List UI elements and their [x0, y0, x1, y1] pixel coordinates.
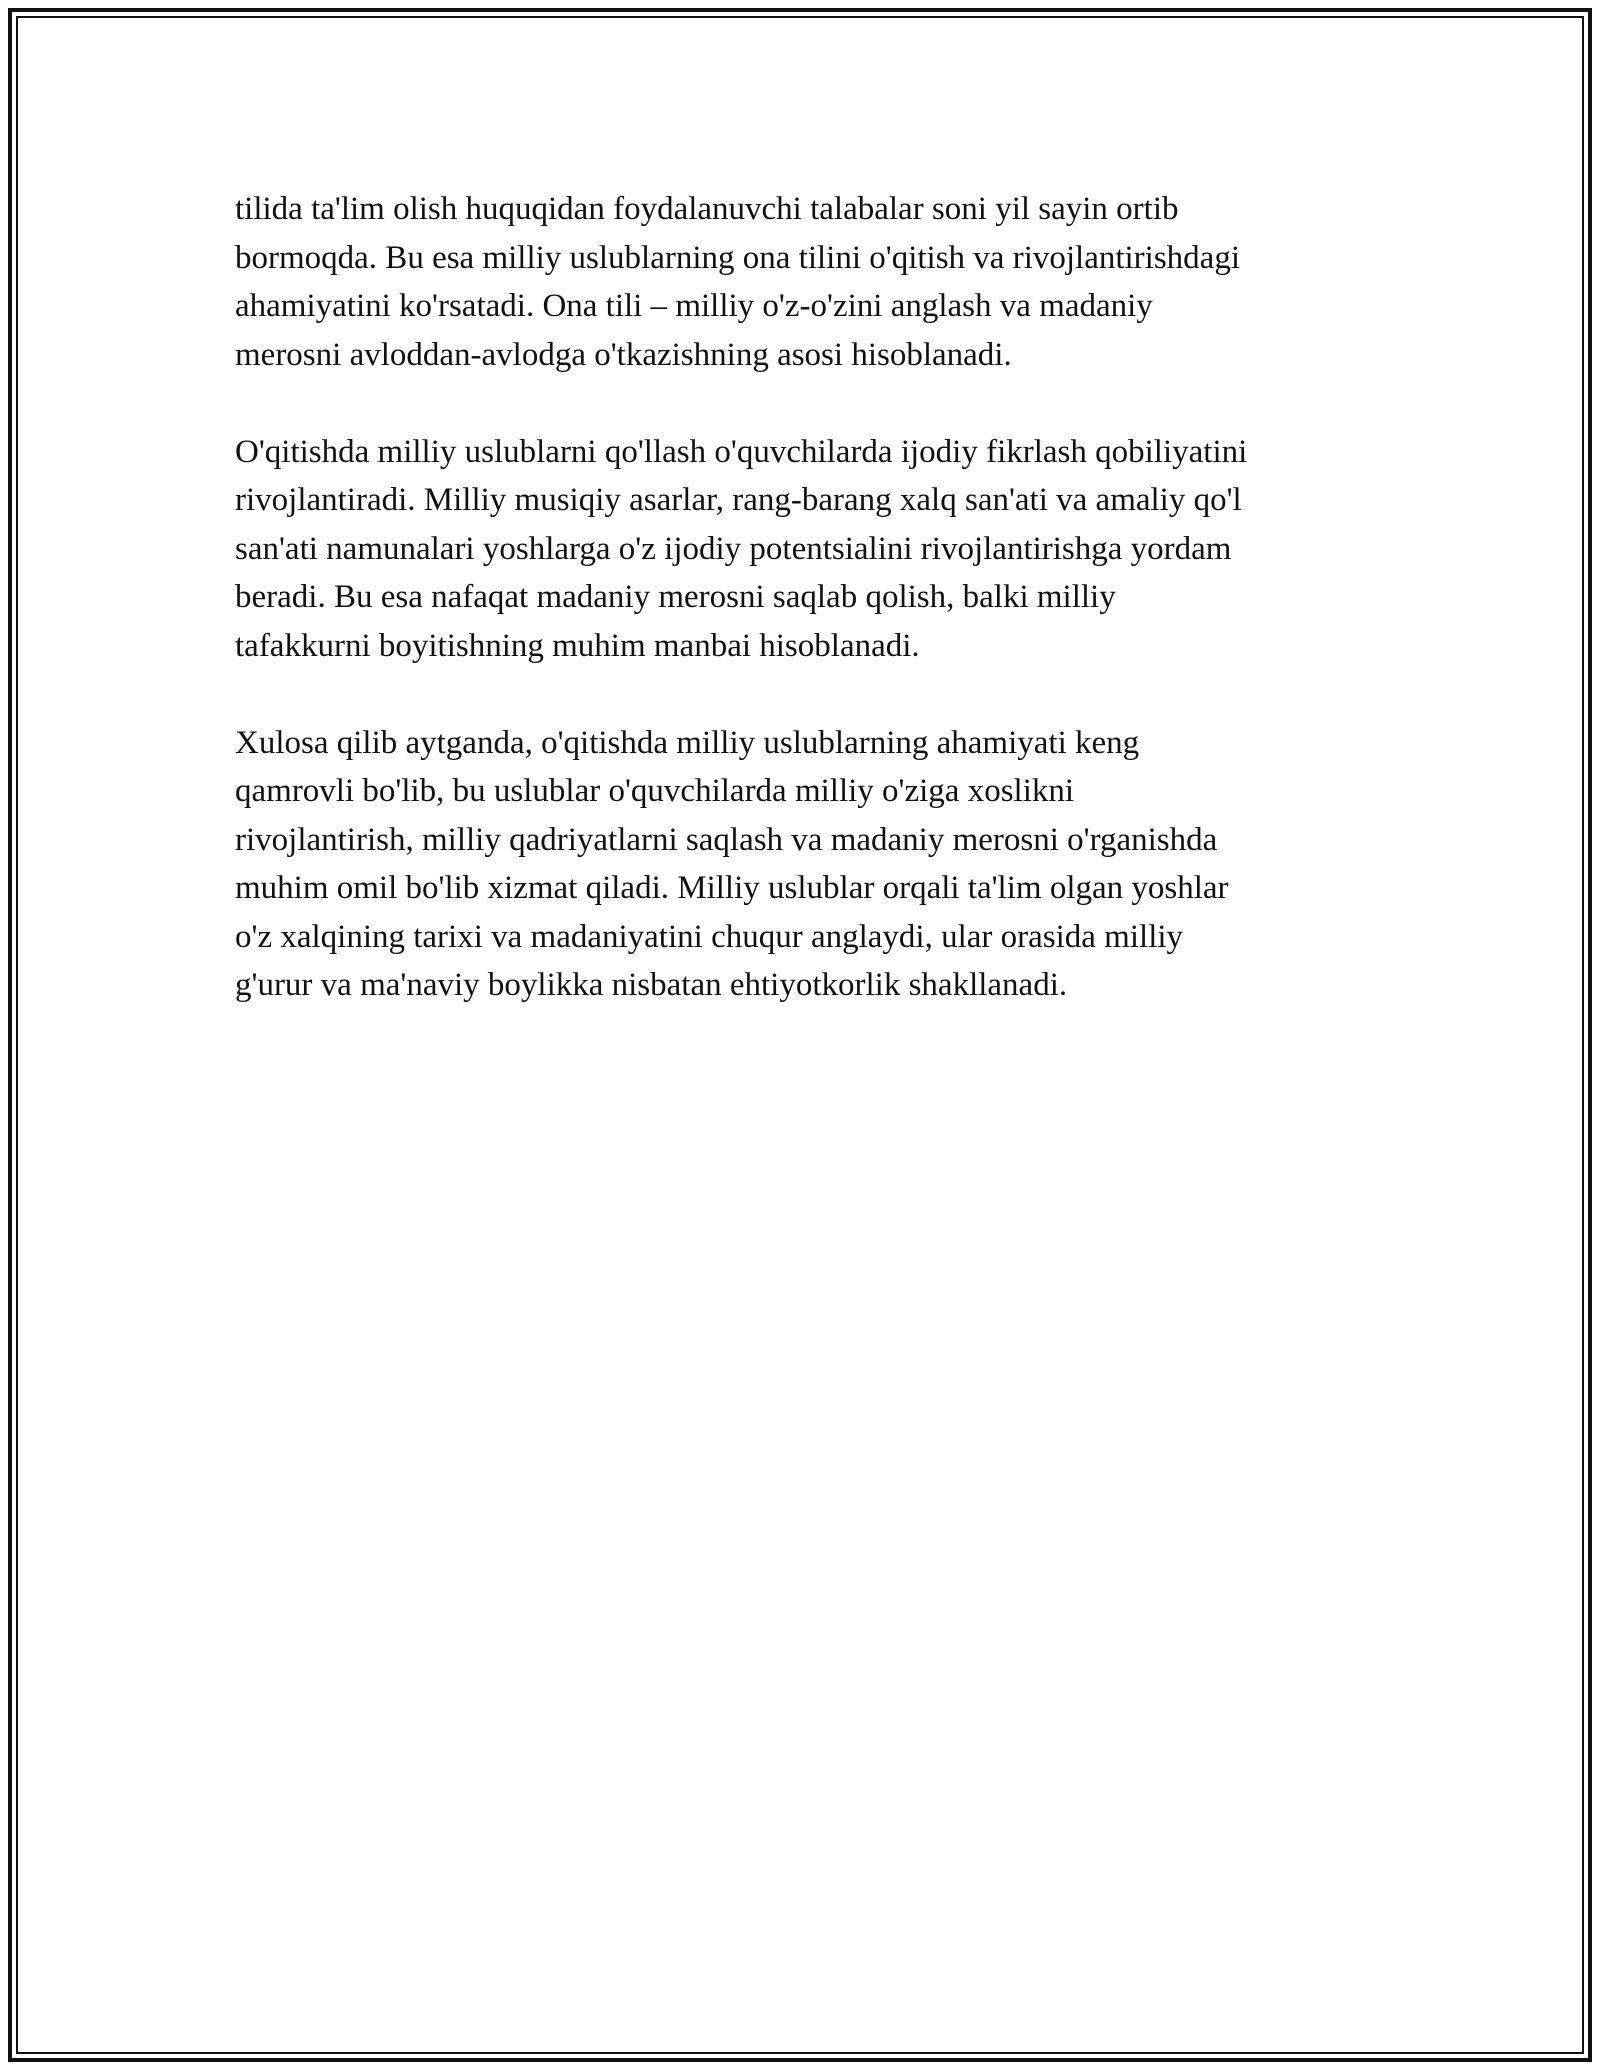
paragraph-1	[235, 185, 1385, 379]
text-line: o'z xalqining tarixi va madaniyatini chuqur anglaydi, ular orasida milliy	[235, 918, 1184, 955]
document-body	[235, 185, 1385, 1058]
text-line: O'qitishda milliy uslublarni qo'llash o'quvchilarda ijodiy fikrlash qobiliyatini	[235, 433, 1248, 470]
text-line: qamrovli bo'lib, bu uslublar o'quvchilarda milliy o'ziga xoslikni	[235, 773, 1075, 809]
text-line: ahamiyatini ko'rsatadi. Ona tili – milliy o'z-o'zini anglash va madaniy	[235, 288, 1153, 324]
text-line: bormoqda. Bu esa milliy uslublarning ona tilini o'qitish va rivojlantirishdagi	[235, 239, 1241, 276]
text-line: san'ati namunalari yoshlarga o'z ijodiy potentsialini rivojlantirishga yordam	[235, 530, 1232, 567]
text-line: tafakkurni boyitishning muhim manbai hisoblanadi.	[235, 627, 920, 664]
text-line: rivojlantiradi. Milliy musiqiy asarlar, rang-barang xalq san'ati va amaliy qo'l	[235, 482, 1242, 518]
text-line: Xulosa qilib aytganda, o'qitishda milliy uslublarning ahamiyati keng	[235, 724, 1140, 761]
text-line: g'urur va ma'naviy boylikka nisbatan ehtiyotkorlik shakllanadi.	[235, 967, 1068, 1003]
text-line: merosni avloddan-avlodga o'tkazishning asosi hisoblanadi.	[235, 336, 1012, 373]
text-line: rivojlantirish, milliy qadriyatlarni saqlash va madaniy merosni o'rganishda	[235, 821, 1218, 858]
text-line: beradi. Bu esa nafaqat madaniy merosni saqlab qolish, balki milliy	[235, 579, 1116, 615]
text-line: tilida ta'lim olish huquqidan foydalanuvchi talabalar soni yil sayin ortib	[235, 191, 1179, 227]
paragraph-2	[235, 428, 1385, 671]
paragraph-3	[235, 719, 1385, 1010]
text-line: muhim omil bo'lib xizmat qiladi. Milliy uslublar orqali ta'lim olgan yoshlar	[235, 870, 1229, 906]
